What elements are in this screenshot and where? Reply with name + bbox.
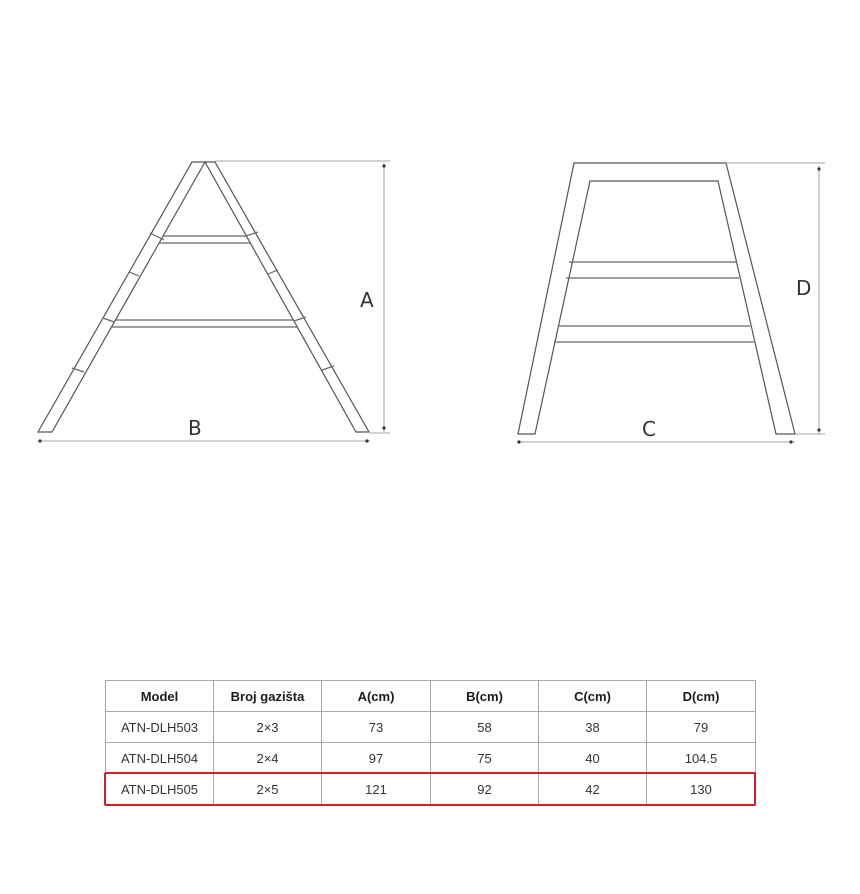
dimension-label-a: A bbox=[360, 288, 374, 312]
cell-c: 42 bbox=[539, 774, 647, 805]
column-header-model: Model bbox=[106, 681, 214, 712]
cell-b: 92 bbox=[431, 774, 539, 805]
cell-model: ATN-DLH505 bbox=[106, 774, 214, 805]
cell-model: ATN-DLH503 bbox=[106, 712, 214, 743]
column-header-b: B(cm) bbox=[431, 681, 539, 712]
cell-d: 130 bbox=[647, 774, 756, 805]
cell-b: 75 bbox=[431, 743, 539, 774]
column-header-a: A(cm) bbox=[322, 681, 431, 712]
column-header-d: D(cm) bbox=[647, 681, 756, 712]
dimension-label-b: B bbox=[188, 416, 202, 440]
cell-c: 38 bbox=[539, 712, 647, 743]
side-view-diagram bbox=[38, 161, 390, 443]
cell-d: 79 bbox=[647, 712, 756, 743]
dimension-label-c: C bbox=[642, 417, 656, 441]
cell-model: ATN-DLH504 bbox=[106, 743, 214, 774]
cell-a: 121 bbox=[322, 774, 431, 805]
cell-steps: 2×4 bbox=[214, 743, 322, 774]
front-view-diagram bbox=[517, 163, 825, 444]
cell-c: 40 bbox=[539, 743, 647, 774]
table-row bbox=[106, 743, 756, 774]
cell-steps: 2×3 bbox=[214, 712, 322, 743]
specifications-table bbox=[105, 680, 756, 805]
table-header-row bbox=[106, 681, 756, 712]
cell-steps: 2×5 bbox=[214, 774, 322, 805]
cell-d: 104.5 bbox=[647, 743, 756, 774]
cell-a: 73 bbox=[322, 712, 431, 743]
cell-a: 97 bbox=[322, 743, 431, 774]
cell-b: 58 bbox=[431, 712, 539, 743]
column-header-steps: Broj gazišta bbox=[214, 681, 322, 712]
table-row bbox=[106, 712, 756, 743]
column-header-c: C(cm) bbox=[539, 681, 647, 712]
table-row-highlighted bbox=[106, 774, 756, 805]
dimension-label-d: D bbox=[796, 276, 812, 300]
